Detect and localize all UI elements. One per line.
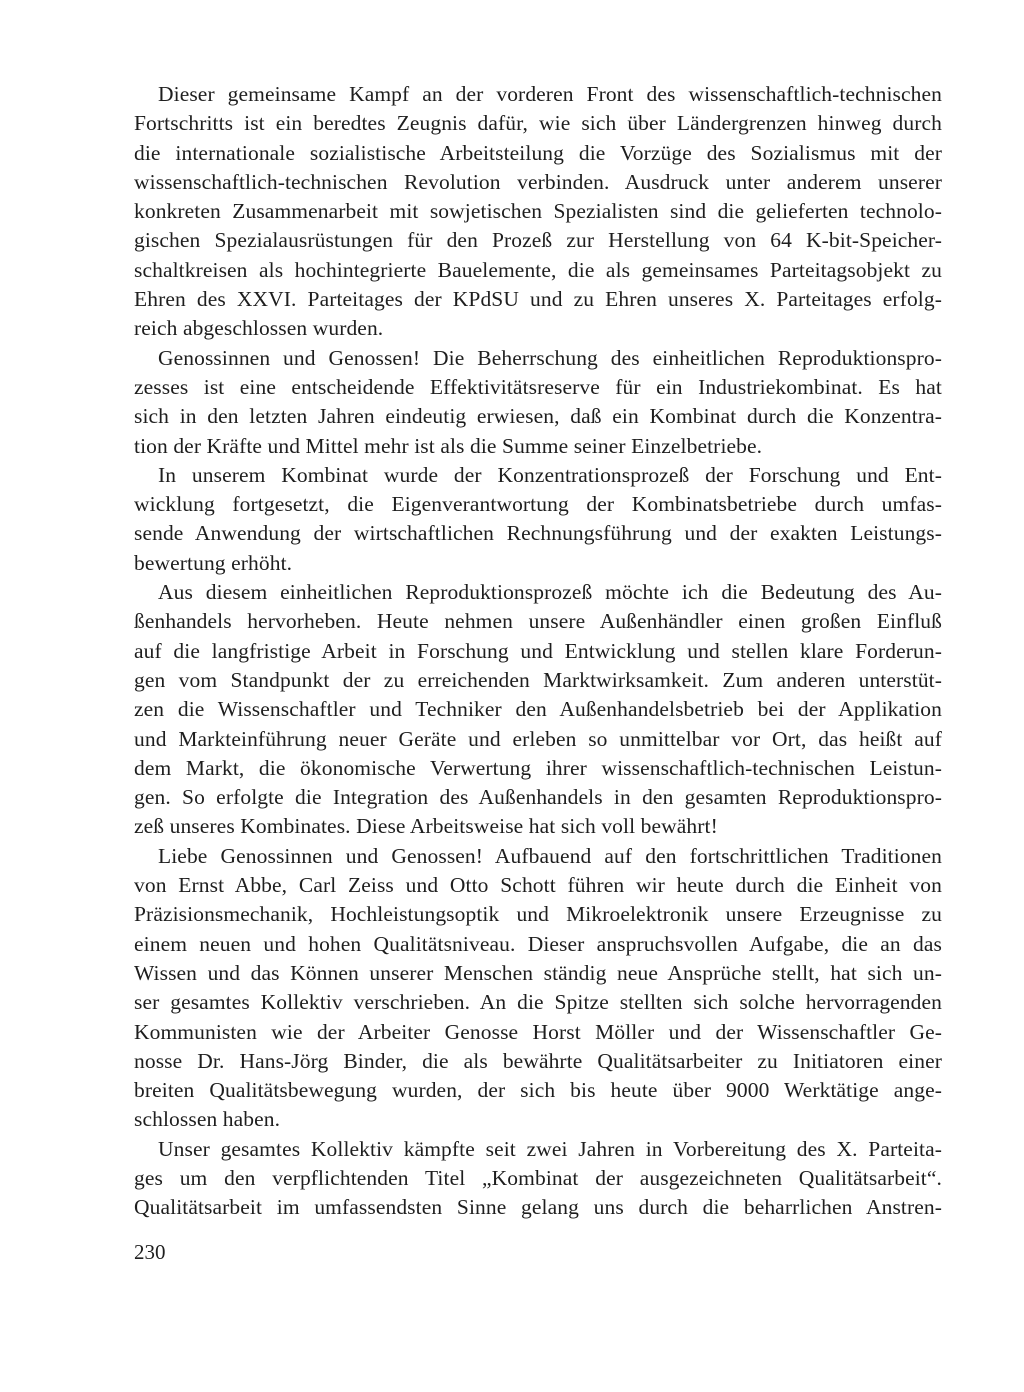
- text-line: die internationale sozialistische Arbeitsteilung die Vorzüge des Sozialismus mit der: [134, 140, 942, 165]
- text-line: Kommunisten wie der Arbeiter Genosse Horst Möller und der Wissenschaftler Ge-: [134, 1019, 942, 1044]
- text-line: reich abgeschlossen wurden.: [134, 316, 384, 341]
- text-line: sich in den letzten Jahren eindeutig erwiesen, daß ein Kombinat durch die Konzentra-: [134, 404, 942, 429]
- text-line: einem neuen und hohen Qualitätsniveau. Dieser anspruchsvollen Aufgabe, die an das: [134, 931, 942, 956]
- text-line: wissenschaftlich-technischen Revolution verbinden. Ausdruck unter anderem unserer: [134, 169, 942, 194]
- text-line: von Ernst Abbe, Carl Zeiss und Otto Schott führen wir heute durch die Einheit von: [134, 873, 942, 898]
- paragraph: [134, 1135, 942, 1223]
- text-line: In unserem Kombinat wurde der Konzentrationsprozeß der Forschung und Ent-: [158, 462, 942, 487]
- text-line: schlossen haben.: [134, 1107, 281, 1132]
- text-line: konkreten Zusammenarbeit mit sowjetischen Spezialisten sind die gelieferten technolo-: [134, 199, 942, 224]
- text-line: Dieser gemeinsame Kampf an der vorderen Front des wissenschaftlich-technischen: [158, 82, 942, 106]
- text-line: sende Anwendung der wirtschaftlichen Rechnungsführung und der exakten Leistungs-: [134, 521, 942, 546]
- text-line: gen vom Standpunkt der zu erreichenden Marktwirksamkeit. Zum anderen unterstüt-: [134, 667, 942, 692]
- text-line: Unser gesamtes Kollektiv kämpfte seit zwei Jahren in Vorbereitung des X. Parteita-: [158, 1136, 942, 1161]
- text-line: Wissen und das Können unserer Menschen ständig neue Ansprüche stellt, hat sich un-: [134, 960, 942, 985]
- text-line: Aus diesem einheitlichen Reproduktionsprozeß möchte ich die Bedeutung des Au-: [158, 580, 942, 605]
- text-line: dem Markt, die ökonomische Verwertung ihrer wissenschaftlich-technischen Leistun-: [134, 755, 942, 780]
- text-line: ßenhandels hervorheben. Heute nehmen unsere Außenhändler einen großen Einfluß: [134, 609, 942, 634]
- text-line: Qualitätsarbeit im umfassendsten Sinne gelang uns durch die beharrlichen Anstren-: [134, 1195, 942, 1220]
- text-line: Liebe Genossinnen und Genossen! Aufbauend auf den fortschrittlichen Traditionen: [158, 843, 942, 868]
- text-line: breiten Qualitätsbewegung wurden, der sich bis heute über 9000 Werktätige ange-: [134, 1078, 942, 1103]
- text-line: schaltkreisen als hochintegrierte Bauelemente, die als gemeinsames Parteitagsobjekt zu: [134, 257, 942, 282]
- text-line: Genossinnen und Genossen! Die Beherrschung des einheitlichen Reproduktionspro-: [158, 345, 942, 370]
- text-line: ges um den verpflichtenden Titel „Kombinat der ausgezeichneten Qualitätsarbeit“.: [134, 1165, 942, 1190]
- paragraph: [134, 461, 942, 578]
- text-line: zesses ist eine entscheidende Effektivitätsreserve für ein Industriekombinat. Es hat: [134, 374, 942, 399]
- paragraph: [134, 344, 942, 461]
- paragraph: [134, 578, 942, 842]
- text-line: und Markteinführung neuer Geräte und erleben so unmittelbar vor Ort, das heißt auf: [134, 726, 942, 751]
- text-line: Fortschritts ist ein beredtes Zeugnis dafür, wie sich über Ländergrenzen hinweg durch: [134, 111, 942, 136]
- text-line: gischen Spezialausrüstungen für den Prozeß zur Herstellung von 64 K-bit-Speicher-: [134, 228, 942, 253]
- text-line: bewertung erhöht.: [134, 550, 293, 575]
- text-line: zeß unseres Kombinates. Diese Arbeitsweise hat sich voll bewährt!: [134, 814, 718, 839]
- text-line: auf die langfristige Arbeit in Forschung und Entwicklung und stellen klare Forderun-: [134, 638, 942, 663]
- text-line: tion der Kräfte und Mittel mehr ist als die Summe seiner Einzelbetriebe.: [134, 433, 763, 458]
- text-line: nosse Dr. Hans-Jörg Binder, die als bewährte Qualitätsarbeiter zu Initiatoren einer: [134, 1048, 942, 1073]
- text-line: zen die Wissenschaftler und Techniker den Außenhandelsbetrieb bei der Applikation: [134, 697, 942, 722]
- paragraph: [134, 842, 942, 1135]
- text-line: ser gesamtes Kollektiv verschrieben. An die Spitze stellten sich solche hervorragenden: [134, 990, 942, 1015]
- text-line: wicklung fortgesetzt, die Eigenverantwortung der Kombinatsbetriebe durch umfas-: [134, 492, 942, 517]
- paragraph: [134, 80, 942, 344]
- text-line: Präzisionsmechanik, Hochleistungsoptik und Mikroelektronik unsere Erzeugnisse zu: [134, 902, 942, 927]
- page-number: 230: [134, 1240, 166, 1264]
- text-line: Ehren des XXVI. Parteitages der KPdSU und zu Ehren unseres X. Parteitages erfolg-: [134, 287, 942, 312]
- text-line: gen. So erfolgte die Integration des Außenhandels in den gesamten Reproduktionspro-: [134, 785, 942, 810]
- page-body: [134, 80, 942, 1223]
